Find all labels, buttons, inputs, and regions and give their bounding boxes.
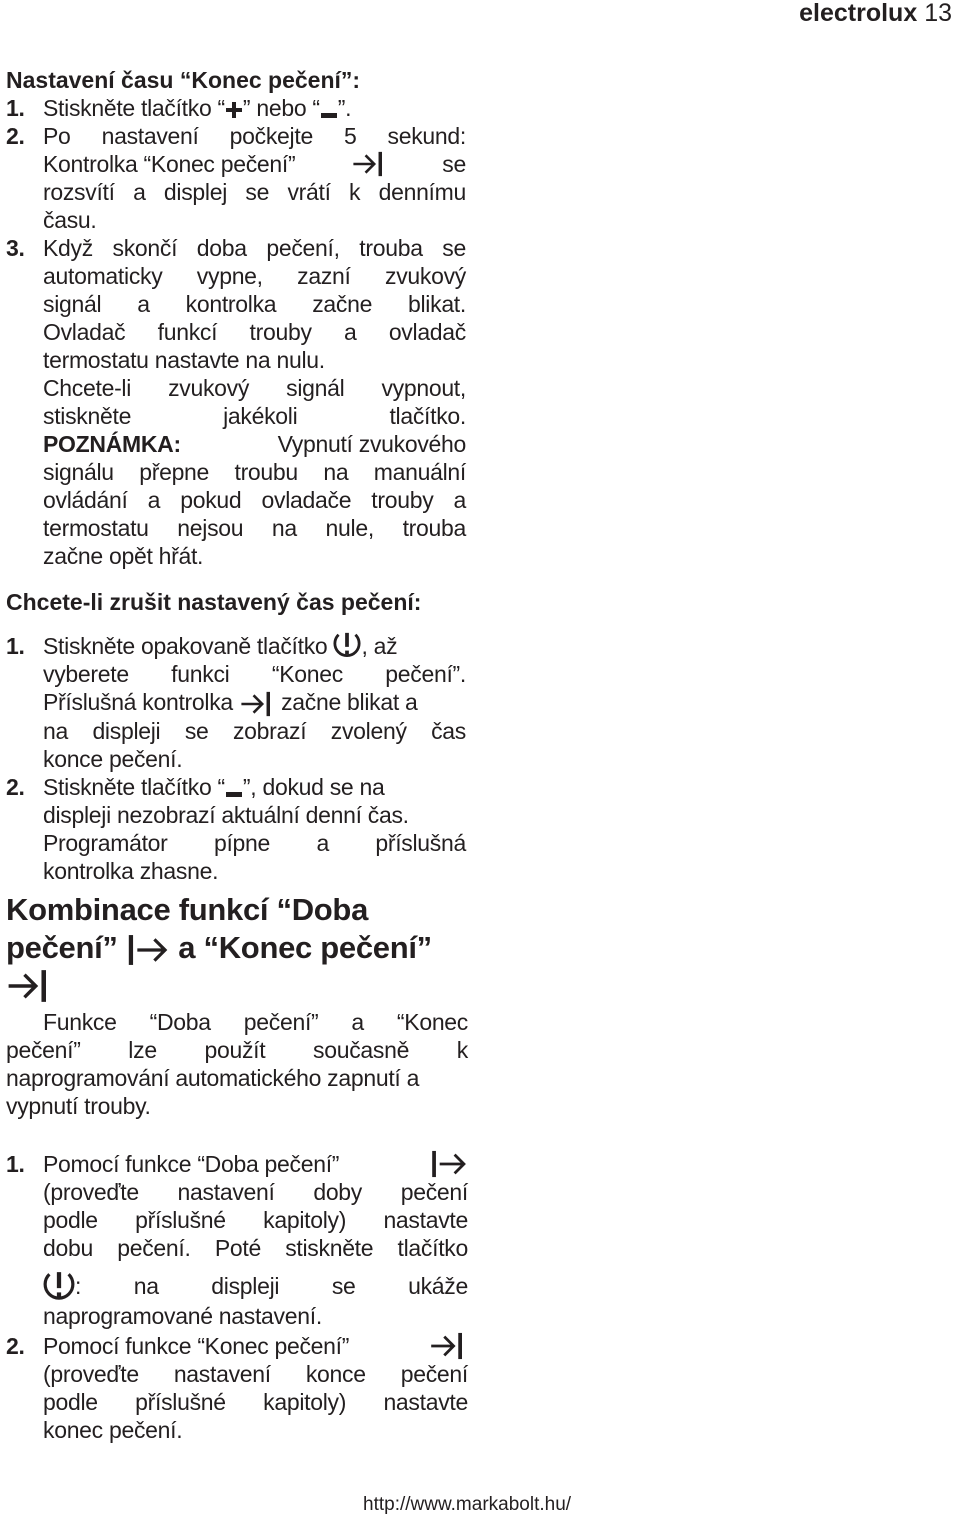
section-title: Kombinace funkcí “Doba — [6, 892, 369, 927]
page-number: 13 — [924, 0, 952, 27]
list-item: 3. Když skončí doba pečení, trouba se automaticky vypne, zazní zvukový signál a kontrolka začne blikat. Ovladač funkcí trouby a ovladač termostatu nastavte na nulu. Chcete-li zvukový signál vypnout, stiskněte jakékoli tlačítko. POZNÁMKA: Vypnutí zvukového signálu přepne troubu na manuální ovládání a pokud ovladače trouby a termostatu nejsou na nule, trouba začne opět hřát. — [6, 235, 466, 569]
brand-name: electrolux — [799, 0, 918, 27]
list-item: 1. Pomocí funkce “Doba pečení” (proveďte nastavení doby pečení podle příslušné kapitoly) nastavte dobu pečení. Poté stiskněte tlačítko : na displeji se ukáže naprogramované nastavení. — [6, 1151, 468, 1329]
section-heading: Nastavení času “Konec pečení”: — [6, 67, 361, 93]
section-combination — [6, 891, 468, 1444]
step-number: 3. — [6, 235, 25, 261]
section-cancel — [6, 588, 466, 885]
note: POZNÁMKA: Vypnutí zvukového — [43, 431, 466, 457]
end-time-icon — [351, 151, 387, 177]
section-heading: Chcete-li zrušit nastavený čas pečení: — [6, 589, 422, 615]
list-item: 1. Stiskněte tlačítko “ ” nebo “ ”. — [6, 95, 352, 121]
step-number: 1. — [6, 1151, 25, 1177]
step-number: 1. — [6, 95, 25, 121]
page-header — [799, 0, 952, 30]
section-title-line2: pečení” a “Konec pečení” — [6, 930, 432, 965]
minus-icon — [320, 101, 338, 119]
note-label: POZNÁMKA: — [43, 431, 181, 457]
step-number: 2. — [6, 773, 25, 800]
step-number: 2. — [6, 1333, 25, 1359]
footer-url: http://www.markabolt.hu/ — [363, 1494, 572, 1515]
clock-icon — [333, 631, 361, 659]
duration-icon — [126, 934, 170, 966]
minus-icon — [225, 780, 243, 798]
step-number: 1. — [6, 633, 25, 659]
plus-icon — [225, 101, 243, 119]
list-item: 1. Stiskněte opakovaně tlačítko , až vyberete funkci “Konec pečení”. Příslušná kontrolka začne blikat a na displeji se zobrazí zvolený čas konce pečení. — [6, 632, 466, 773]
list-item: 2. Stiskněte tlačítko “ ”, dokud se na displeji nezobrazí aktuální denní čas. Programátor pípne a příslušná kontrolka zhasne. — [6, 773, 466, 884]
duration-icon — [430, 1150, 468, 1178]
list-item: 2. Po nastavení počkejte 5 sekund: Kontrolka “Konec pečení” se rozsvítí a displej se vrátí k dennímu času. — [6, 123, 466, 233]
end-time-icon — [6, 969, 52, 1003]
clock-icon — [43, 1270, 75, 1302]
intro-paragraph: Funkce “Doba pečení” a “Konec pečení” lze použít současně k naprogramování automatického zapnutí a vypnutí trouby. — [6, 1009, 468, 1119]
end-time-icon — [428, 1332, 468, 1360]
step-number: 2. — [6, 123, 25, 149]
list-item: 2. Pomocí funkce “Konec pečení” (proveďte nastavení konce pečení podle příslušné kapitoly) nastavte konec pečení. — [6, 1333, 468, 1443]
end-time-icon — [239, 691, 275, 717]
section-end-time — [6, 66, 466, 570]
